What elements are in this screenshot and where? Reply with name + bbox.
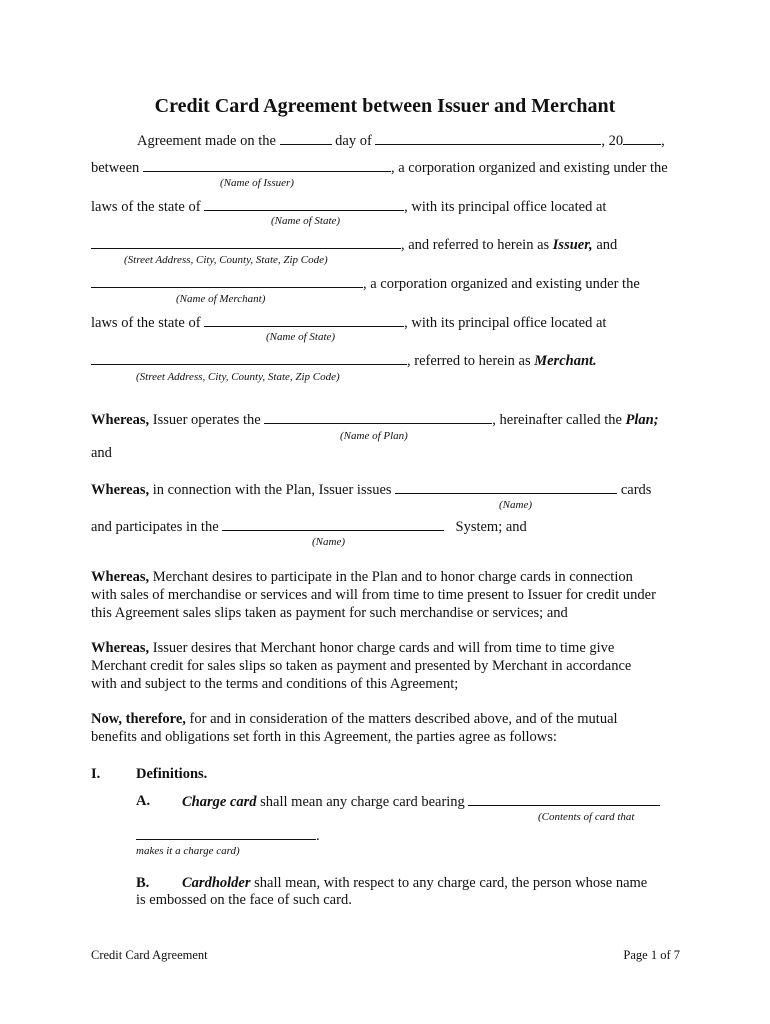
merchant-line: [91, 274, 640, 293]
blank-merchant-address[interactable]: [91, 351, 407, 365]
blank-issuer-address[interactable]: [91, 235, 401, 249]
charge-card-term: Charge card: [182, 794, 257, 810]
card-name-caption: (Name): [499, 499, 532, 511]
section1-heading: [136, 765, 207, 783]
footer-left: Credit Card Agreement: [91, 948, 208, 962]
blank-month[interactable]: [375, 131, 601, 145]
therefore-line2: benefits and obligations set forth in this Agreement, the parties agree as follows:: [91, 729, 557, 745]
whereas3-lead: Whereas,: [91, 569, 150, 585]
intro-comma: ,: [661, 133, 665, 149]
blank-issuer-state[interactable]: [204, 197, 404, 211]
issuer-name-caption: (Name of Issuer): [220, 177, 294, 189]
system-tail: System; and: [455, 519, 527, 535]
whereas3-line2: with sales of merchandise or services and will from time to time present to Issuer for credit under: [91, 587, 656, 603]
whereas1-text: Issuer operates the: [152, 412, 261, 428]
therefore-text1: for and in consideration of the matters described above, and of the mutual: [189, 711, 618, 727]
whereas3-text1: Merchant desires to participate in the Plan and to honor charge cards in connection: [152, 569, 633, 585]
def-b-line1: [182, 874, 647, 892]
def-a-label-text: A.: [136, 793, 151, 809]
blank-merchant-name[interactable]: [91, 274, 363, 288]
whereas4-line1: [91, 639, 614, 657]
blank-issuer-name[interactable]: [143, 158, 391, 172]
cardholder-term: Cardholder: [182, 875, 251, 891]
plan-name-caption: (Name of Plan): [340, 430, 408, 442]
issuer-line: [91, 158, 668, 177]
def-a-period: .: [316, 828, 320, 844]
whereas1-line: [91, 410, 659, 429]
section1-number: [91, 765, 100, 783]
whereas1-tail: , hereinafter called the: [492, 412, 622, 428]
blank-card-contents[interactable]: [468, 792, 660, 806]
section1-number-text: I.: [91, 766, 101, 782]
whereas1-and: and: [91, 445, 112, 461]
intro-year: , 20: [601, 133, 624, 149]
issuer-between: between: [91, 160, 140, 176]
whereas4-line2: Merchant credit for sales slips so taken as payment and presented by Merchant in accordance: [91, 658, 632, 674]
intro-line: [137, 131, 665, 150]
intro-made-on: Agreement made on the: [137, 133, 276, 149]
merchant-address-caption: (Street Address, City, County, State, Zip Code): [136, 371, 340, 383]
issuer-address-caption: (Street Address, City, County, State, Zip Code): [124, 254, 328, 266]
blank-card-contents-cont[interactable]: [136, 826, 316, 840]
merchant-laws-text: laws of the state of: [91, 315, 201, 331]
system-line: [91, 517, 527, 536]
issuer-state-caption: (Name of State): [271, 215, 341, 227]
merchant-corp-text: , a corporation organized and existing under the: [363, 276, 640, 292]
def-a-caption2: makes it a charge card): [136, 845, 240, 857]
issuer-address-line: [91, 235, 617, 254]
def-a-text: shall mean any charge card bearing: [260, 794, 465, 810]
whereas3-line3: this Agreement sales slips taken as payment for such merchandise or services; and: [91, 605, 568, 621]
whereas4-text1: Issuer desires that Merchant honor charge cards and will from time to time give: [152, 640, 615, 656]
def-b-line2: is embossed on the face of such card.: [136, 892, 352, 908]
issuer-principal-text: , with its principal office located at: [404, 199, 607, 215]
issuer-laws-text: laws of the state of: [91, 199, 201, 215]
merchant-state-line: [91, 313, 606, 332]
system-text: and participates in the: [91, 519, 219, 535]
merchant-address-line: [91, 351, 597, 370]
def-a-caption1: (Contents of card that: [538, 811, 635, 823]
therefore-line1: [91, 710, 618, 728]
blank-card-name[interactable]: [395, 480, 617, 494]
document-title: Credit Card Agreement between Issuer and Merchant: [154, 95, 616, 117]
blank-plan-name[interactable]: [264, 410, 492, 424]
def-a-label: [136, 792, 150, 810]
issuer-state-line: [91, 197, 606, 216]
intro-day-of: day of: [335, 133, 372, 149]
def-a-line: [182, 792, 660, 811]
whereas2-line: [91, 480, 651, 499]
footer-right: Page 1 of 7: [623, 948, 680, 962]
merchant-state-caption: (Name of State): [266, 331, 336, 343]
issuer-corp-text: , a corporation organized and existing under the: [390, 160, 668, 176]
blank-merchant-state[interactable]: [204, 313, 404, 327]
whereas2-text: in connection with the Plan, Issuer issues: [152, 482, 392, 498]
merchant-principal-text: , with its principal office located at: [404, 315, 607, 331]
merchant-term: Merchant.: [534, 353, 597, 369]
whereas4-line3: with and subject to the terms and conditions of this Agreement;: [91, 676, 459, 692]
whereas4-lead: Whereas,: [91, 640, 150, 656]
whereas3-line1: [91, 568, 633, 586]
whereas1-lead: Whereas,: [91, 412, 150, 428]
def-b-text1: shall mean, with respect to any charge card, the person whose name: [254, 875, 648, 891]
section1-heading-text: Definitions.: [136, 766, 208, 782]
whereas2-tail: cards: [620, 482, 652, 498]
plan-term: Plan;: [625, 412, 659, 428]
issuer-referred-text: , and referred to herein as: [401, 237, 550, 253]
blank-year[interactable]: [623, 131, 661, 145]
therefore-lead: Now, therefore,: [91, 711, 186, 727]
def-b-label-text: B.: [136, 875, 150, 891]
issuer-term: Issuer,: [552, 237, 593, 253]
blank-system-name[interactable]: [222, 517, 444, 531]
merchant-name-caption: (Name of Merchant): [176, 293, 266, 305]
whereas2-lead: Whereas,: [91, 482, 150, 498]
def-b-label: [136, 874, 149, 892]
system-name-caption: (Name): [312, 536, 345, 548]
def-a-line2: [136, 826, 320, 845]
merchant-referred-text: , referred to herein as: [407, 353, 531, 369]
blank-day[interactable]: [280, 131, 332, 145]
issuer-referred-tail: and: [596, 237, 618, 253]
